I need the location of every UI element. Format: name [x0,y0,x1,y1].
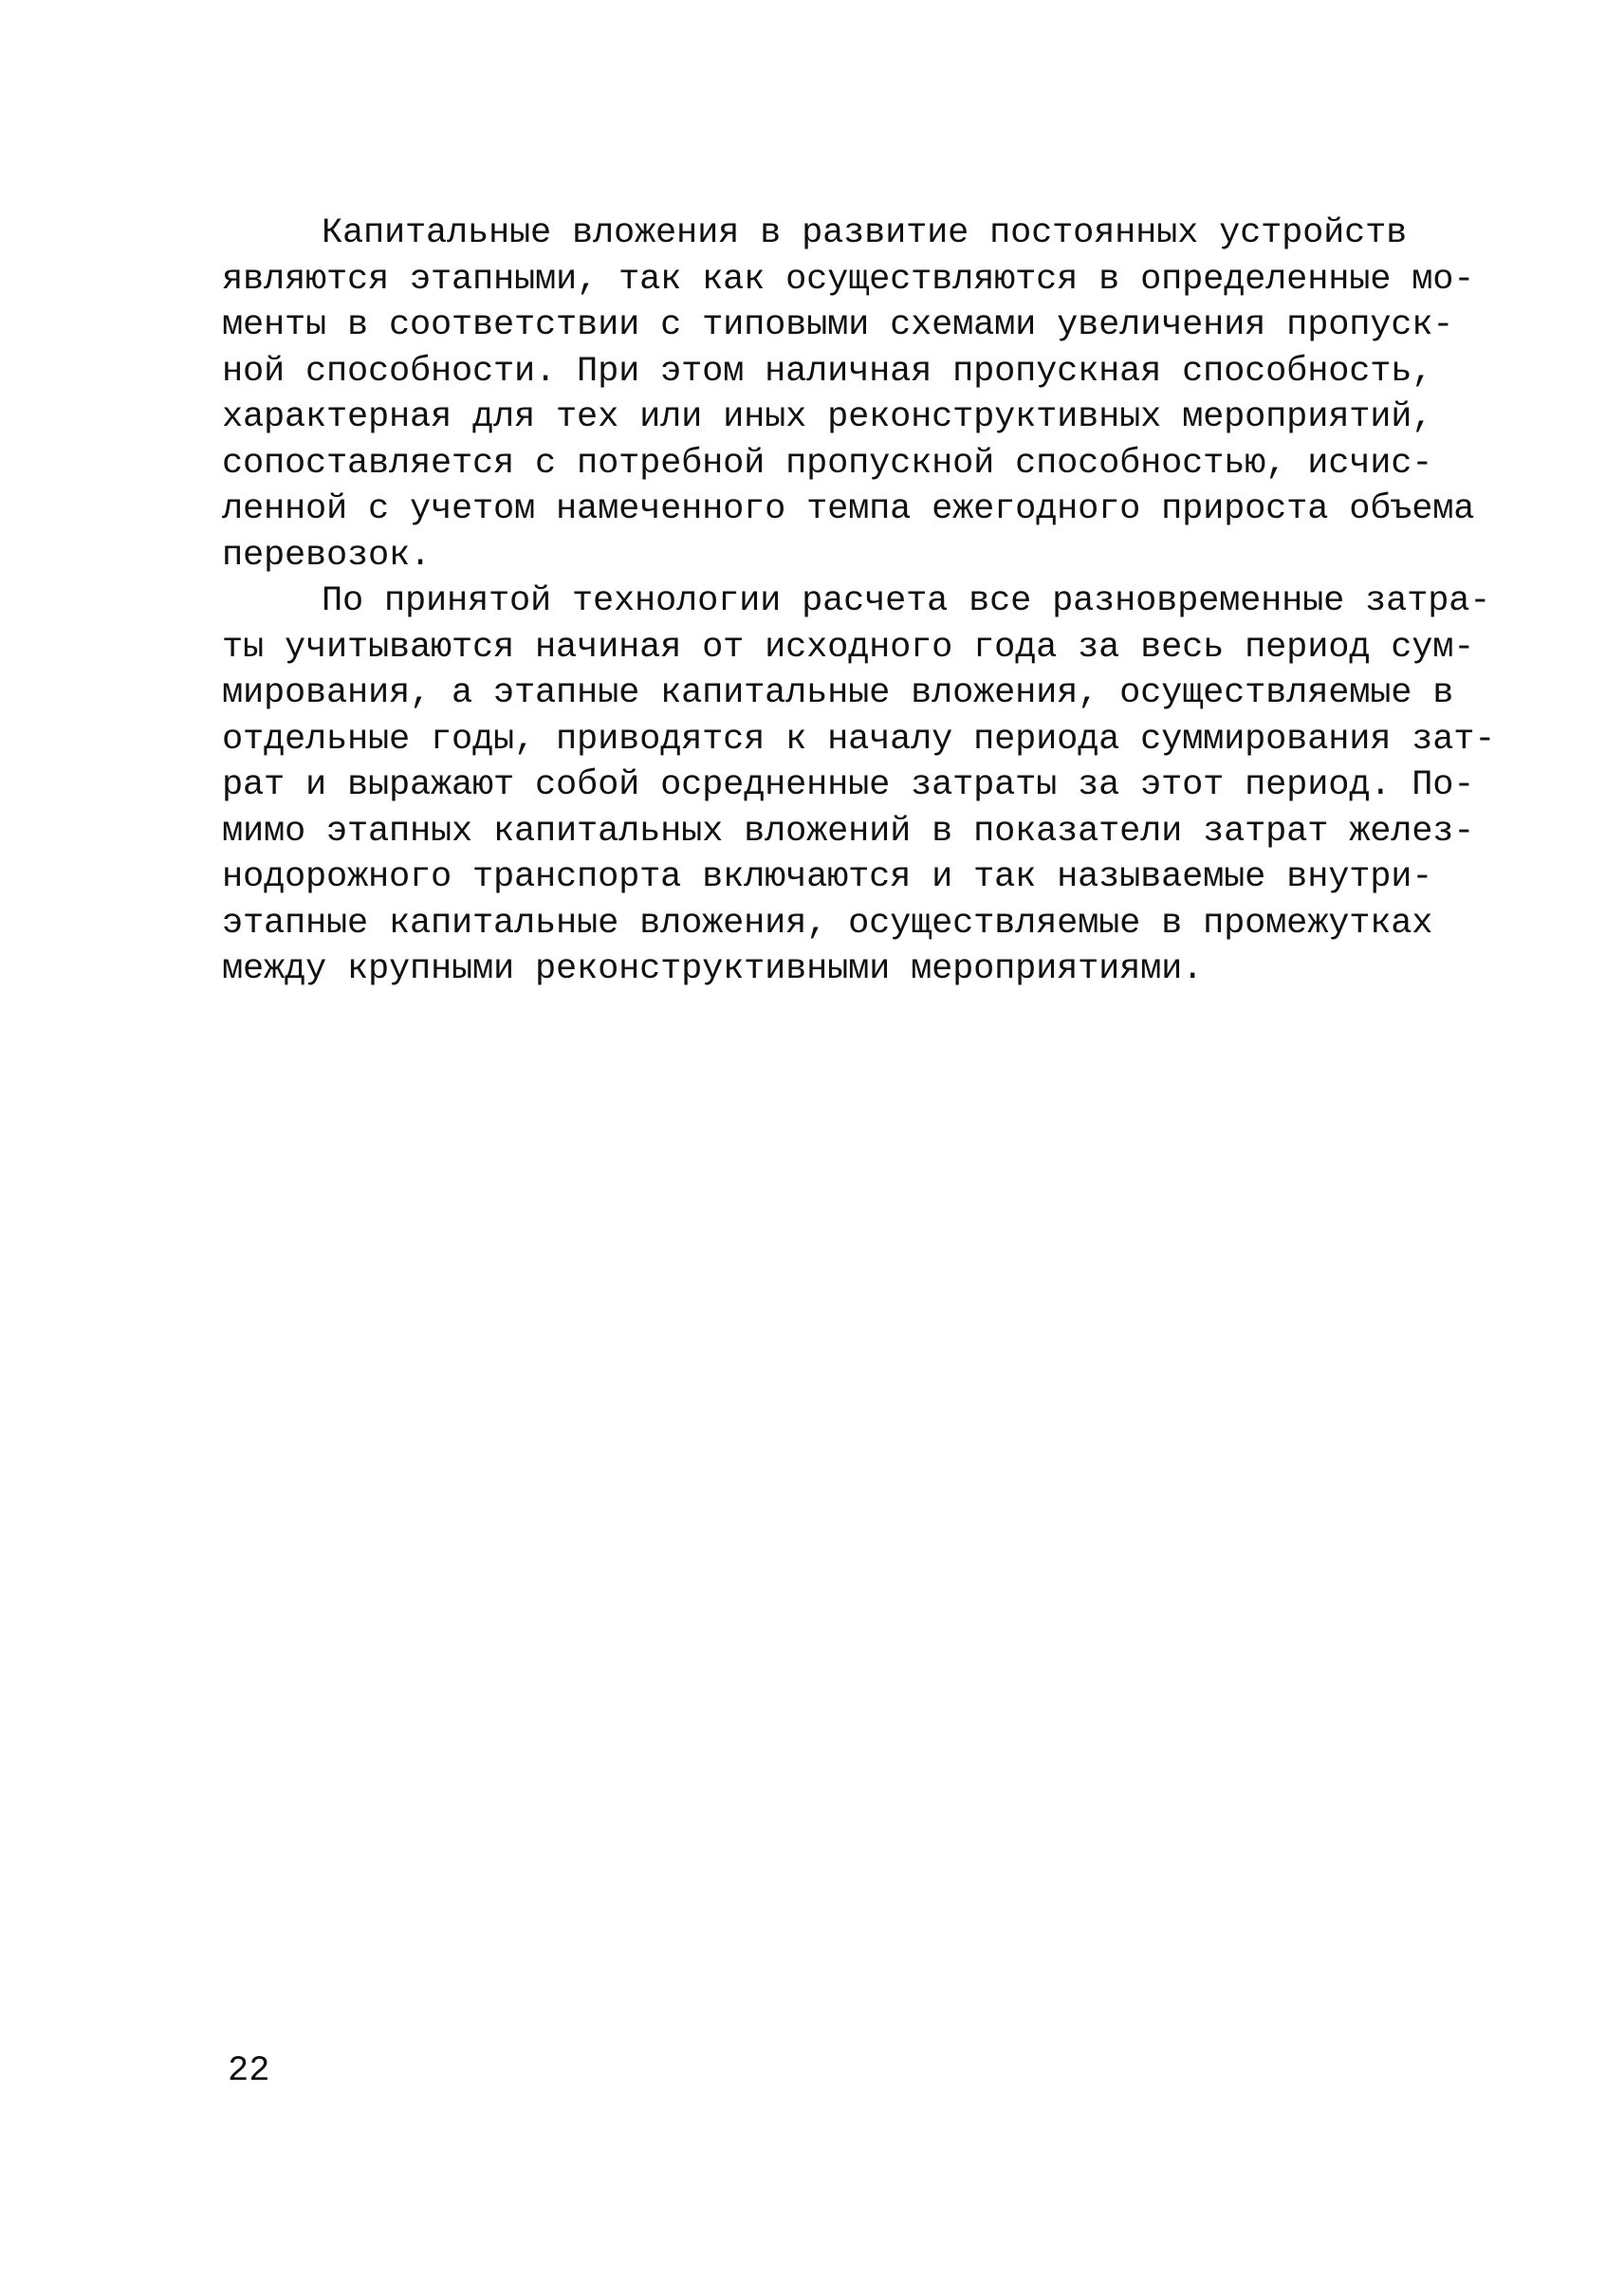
text-line: отдельные годы, приводятся к началу периода суммирования зат- [222,719,1496,760]
text-line: этапные капитальные вложения, осуществляемые в промежутках [222,903,1433,944]
page-number: 22 [228,2051,270,2091]
paragraph-2 [222,579,1496,993]
text-line: рат и выражают собой осредненные затраты за этот период. По- [222,765,1475,805]
text-line: характерная для тех или иных реконструктивных мероприятий, [222,397,1433,437]
text-line: сопоставляется с потребной пропускной способностью, исчис- [222,443,1433,484]
paragraph-1 [222,211,1475,579]
body-text [222,211,1496,993]
text-line: ной способности. При этом наличная пропускная способность, [222,351,1433,392]
text-line: мимо этапных капитальных вложений в показатели затрат желез- [222,811,1475,852]
text-line: мирования, а этапные капитальные вложения, осуществляемые в [222,673,1454,713]
text-line: Капитальные вложения в развитие постоянных устройств [322,213,1408,253]
text-line: ленной с учетом намеченного темпа ежегодного прироста объема [222,489,1475,529]
text-line: являются этапными, так как осуществляются в определенные мо- [222,259,1475,300]
text-line: перевозок. [222,535,432,576]
text-line: менты в соответствии с типовыми схемами увеличения пропуск- [222,305,1454,345]
text-line: ты учитываются начиная от исходного года за весь период сум- [222,627,1475,668]
text-line: нодорожного транспорта включаются и так называемые внутри- [222,857,1433,897]
text-line: По принятой технологии расчета все разновременные затра- [322,581,1491,621]
text-line: между крупными реконструктивными мероприятиями. [222,949,1204,989]
